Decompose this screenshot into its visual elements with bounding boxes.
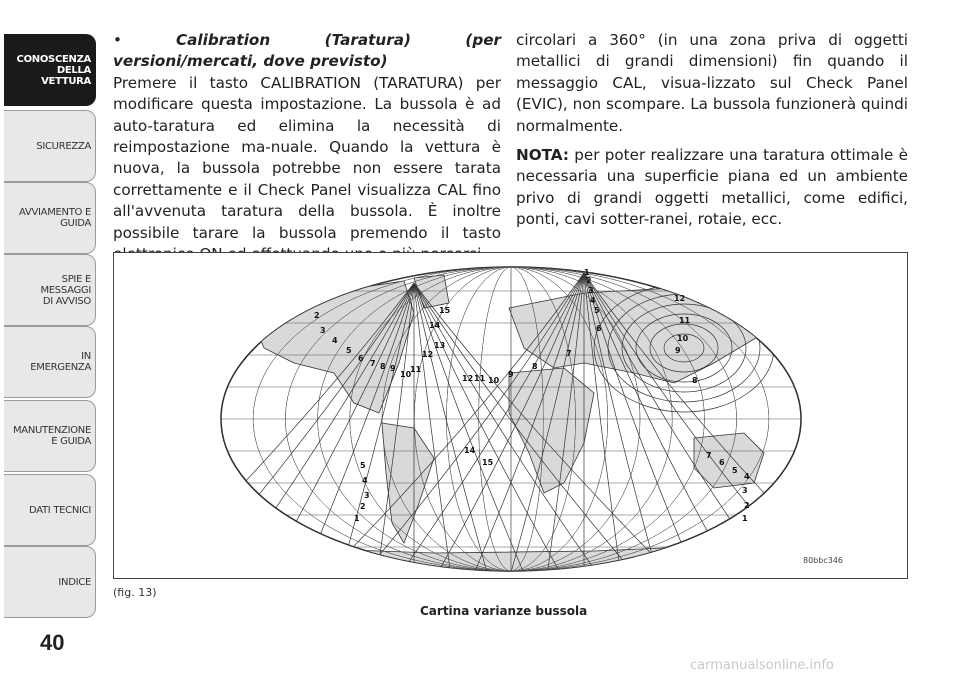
tab-avviamento-e-guida[interactable]: AVVIAMENTO E GUIDA <box>4 182 96 254</box>
zone-number-label: 12 <box>422 350 434 359</box>
note-paragraph <box>516 145 908 231</box>
world-map-illustration <box>114 253 909 580</box>
zone-number-label: 15 <box>439 306 451 315</box>
tab-sicurezza[interactable]: SICUREZZA <box>4 110 96 182</box>
chapter-sidebar <box>0 0 100 640</box>
zone-number-label: 8 <box>692 376 698 385</box>
zone-number-label: 3 <box>742 486 748 495</box>
zone-number-label: 10 <box>488 376 500 385</box>
bullet-marker: • <box>113 31 122 49</box>
bullet-heading <box>113 30 501 73</box>
zone-number-label: 15 <box>482 458 494 467</box>
zone-number-label: 6 <box>596 324 602 333</box>
zone-number-label: 11 <box>410 365 422 374</box>
zone-number-label: 4 <box>332 336 338 345</box>
calibration-body: Premere il tasto CALIBRATION (TARATURA) per modificare questa impostazione. La bussola è ad auto-taratura ed elimina la necessità di reimpostazione ma-nuale. Quando la vettura è nuova, la bussola potrebbe non essere tarata correttamente e il Check Panel visualizza CAL fino all'avvenuta taratura della bussola. È inoltre possibile tarare la bussola premendo il tasto <box>113 73 501 242</box>
zone-number-label: 8 <box>380 362 386 371</box>
tab-indice[interactable]: INDICE <box>4 546 96 618</box>
figure-number: (fig. 13) <box>113 586 157 599</box>
zone-number-label: 10 <box>400 370 412 379</box>
page-number: 40 <box>40 630 65 655</box>
zone-number-label: 12 <box>462 374 474 383</box>
zone-number-label: 3 <box>588 286 594 295</box>
zone-number-label: 6 <box>358 354 364 363</box>
zone-number-label: 3 <box>320 326 326 335</box>
zone-number-label: 2 <box>744 501 750 510</box>
zone-number-label: 2 <box>360 502 366 511</box>
compass-variance-map <box>113 252 908 579</box>
zone-number-label: 1 <box>354 514 360 523</box>
zone-number-label: 7 <box>370 359 376 368</box>
zone-number-label: 9 <box>390 364 396 373</box>
zone-number-label: 5 <box>360 461 366 470</box>
zone-number-label: 9 <box>675 346 681 355</box>
zone-number-label: 2 <box>586 276 592 285</box>
zone-number-label: 5 <box>346 346 352 355</box>
zone-number-label: 5 <box>732 466 738 475</box>
zone-number-label: 7 <box>706 451 712 460</box>
zone-number-label: 11 <box>474 374 486 383</box>
zone-number-label: 14 <box>429 321 441 330</box>
zone-number-label: 12 <box>674 294 686 303</box>
zone-number-label: 3 <box>364 491 370 500</box>
zone-number-label: 14 <box>464 446 476 455</box>
zone-number-label: 8 <box>532 362 538 371</box>
zone-number-label: 1 <box>742 514 748 523</box>
note-label: NOTA: <box>516 146 569 165</box>
zone-number-label: 4 <box>362 476 368 485</box>
zone-number-label: 13 <box>434 341 446 350</box>
tab-manutenzione-e-guida[interactable]: MANUTENZIONE E GUIDA <box>4 400 96 472</box>
zone-number-label: 7 <box>566 349 572 358</box>
calibration-continuation: circolari a 360° (in una zona priva di oggetti metallici di grandi dimensioni) fin quando il messaggio CAL, visua-lizzato sul Check Panel (EVIC), non scompare. La bussola funzionerà quindi normalmente. <box>516 31 908 135</box>
zone-number-label: 11 <box>679 316 691 325</box>
zone-number-label: 9 <box>508 370 514 379</box>
left-text-column <box>113 30 501 265</box>
tab-dati-tecnici[interactable]: DATI TECNICI <box>4 474 96 546</box>
zone-number-label: 4 <box>590 296 596 305</box>
tab-in-emergenza[interactable]: IN EMERGENZA <box>4 326 96 398</box>
zone-number-label: 10 <box>677 334 689 343</box>
figure-code: 80bbc346 <box>803 556 844 565</box>
right-text-column <box>516 30 908 231</box>
calibration-title: Calibration (Taratura) (per versioni/mercati, dove previsto) <box>113 31 501 71</box>
note-text: per poter realizzare una taratura ottimale è necessaria una superficie piana ed un ambiente privo di grandi oggetti metallici, come edifici, ponti, cavi sotter-ranei, rotaie, ecc. <box>516 146 909 229</box>
watermark-text: carmanualsonline.info <box>690 658 834 673</box>
zone-number-label: 6 <box>719 458 725 467</box>
zone-number-label: 5 <box>594 306 600 315</box>
tab-spie-e-messaggi[interactable]: SPIE E MESSAGGI DI AVVISO <box>4 254 96 326</box>
figure-caption: Cartina varianze bussola <box>420 604 588 618</box>
tab-conoscenza-della-vettura[interactable]: CONOSCENZA DELLA VETTURA <box>4 34 96 106</box>
zone-number-label: 2 <box>314 311 320 320</box>
zone-number-label: 1 <box>584 268 590 277</box>
zone-number-label: 4 <box>744 472 750 481</box>
